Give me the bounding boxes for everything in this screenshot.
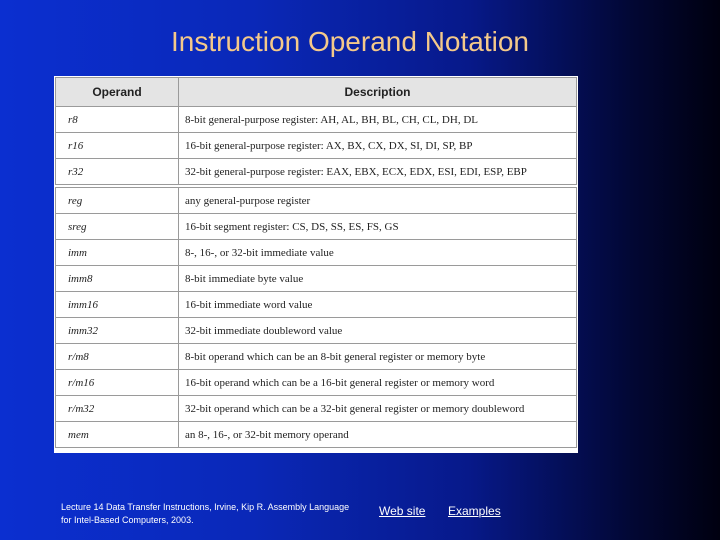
operand-notation-table [55, 77, 577, 448]
operand-cell: r16 [56, 133, 179, 159]
operand-cell: imm [56, 240, 179, 266]
operand-cell: imm16 [56, 292, 179, 318]
table-row [56, 422, 577, 448]
table-row [56, 266, 577, 292]
description-cell: 16-bit general-purpose register: AX, BX, CX, DX, SI, DI, SP, BP [179, 133, 577, 159]
operand-cell: imm8 [56, 266, 179, 292]
operand-cell: r/m16 [56, 370, 179, 396]
description-cell: 32-bit operand which can be a 32-bit general register or memory doubleword [179, 396, 577, 422]
description-cell: 8-bit immediate byte value [179, 266, 577, 292]
description-cell: 16-bit immediate word value [179, 292, 577, 318]
operand-cell: r8 [56, 107, 179, 133]
description-cell: 16-bit segment register: CS, DS, SS, ES, FS, GS [179, 214, 577, 240]
operand-cell: sreg [56, 214, 179, 240]
table-row [56, 186, 577, 214]
description-cell: 16-bit operand which can be a 16-bit general register or memory word [179, 370, 577, 396]
footer-citation: Lecture 14 Data Transfer Instructions, Irvine, Kip R. Assembly Language for Intel-Based Computers, 2003. [61, 502, 350, 525]
table-row [56, 240, 577, 266]
examples-link[interactable]: Examples [448, 504, 501, 518]
table-row [56, 370, 577, 396]
slide-title: Instruction Operand Notation [171, 26, 529, 57]
operand-cell: reg [56, 186, 179, 214]
operand-cell: mem [56, 422, 179, 448]
description-cell: 8-bit general-purpose register: AH, AL, BH, BL, CH, CL, DH, DL [179, 107, 577, 133]
operand-cell: imm32 [56, 318, 179, 344]
operand-cell: r/m32 [56, 396, 179, 422]
operand-cell: r32 [56, 159, 179, 187]
header-operand: Operand [56, 78, 179, 107]
table-row [56, 344, 577, 370]
description-cell: 32-bit immediate doubleword value [179, 318, 577, 344]
operand-cell: r/m8 [56, 344, 179, 370]
web-site-link[interactable]: Web site [379, 504, 426, 518]
table-row [56, 133, 577, 159]
description-cell: 32-bit general-purpose register: EAX, EBX, ECX, EDX, ESI, EDI, ESP, EBP [179, 159, 577, 187]
table-row [56, 107, 577, 133]
header-description: Description [179, 78, 577, 107]
table-row [56, 318, 577, 344]
table-row [56, 292, 577, 318]
table-row [56, 214, 577, 240]
table-row [56, 396, 577, 422]
operand-table-panel [54, 76, 578, 453]
table-header-row [56, 78, 577, 107]
table-row [56, 159, 577, 187]
description-cell: 8-bit operand which can be an 8-bit general register or memory byte [179, 344, 577, 370]
description-cell: an 8-, 16-, or 32-bit memory operand [179, 422, 577, 448]
description-cell: any general-purpose register [179, 186, 577, 214]
description-cell: 8-, 16-, or 32-bit immediate value [179, 240, 577, 266]
